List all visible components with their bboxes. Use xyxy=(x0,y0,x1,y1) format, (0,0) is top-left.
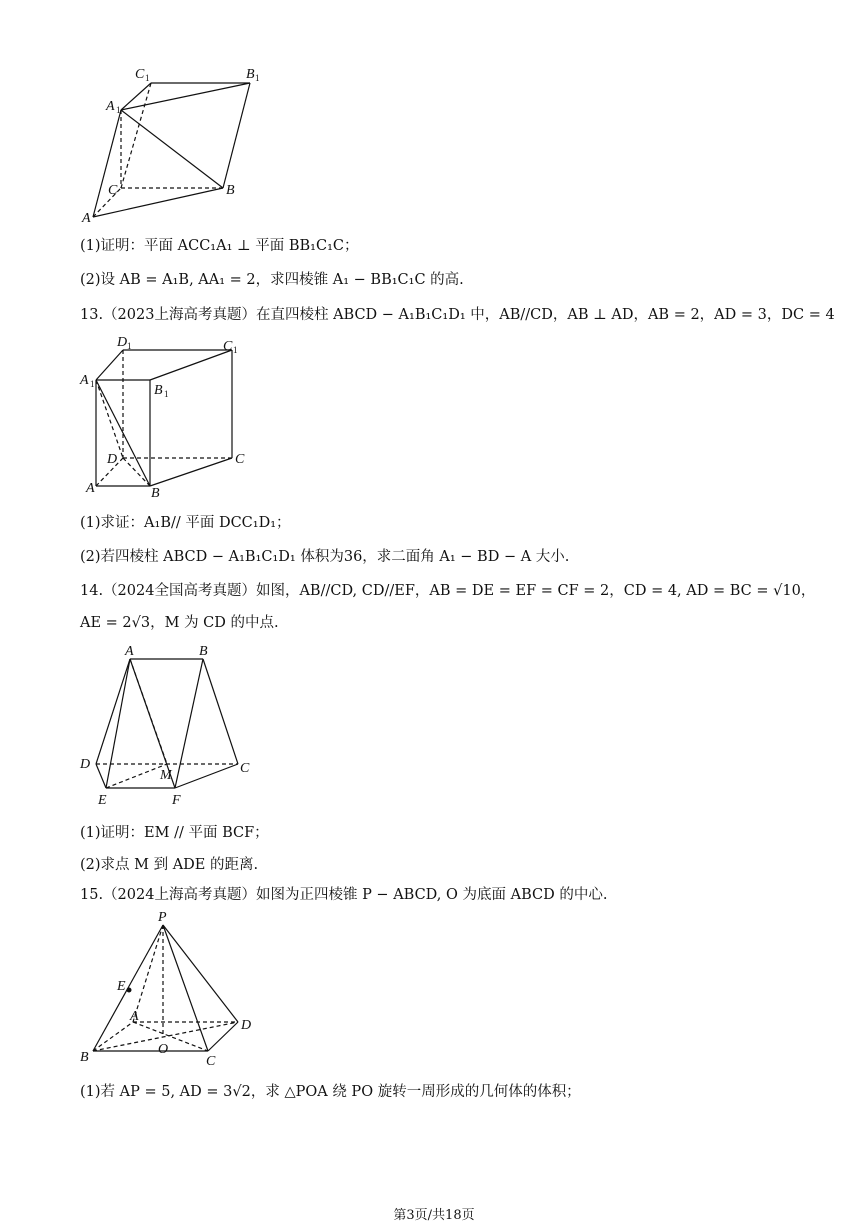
label-B: B xyxy=(151,486,160,501)
text-line-1: (1)证明：平面 ACC₁A₁ ⊥ 平面 BB₁C₁C； xyxy=(80,238,359,254)
sub-D1: 1 xyxy=(127,341,132,351)
label-O: O xyxy=(158,1042,169,1057)
text-line-6: 14.（2024全国高考真题）如图，AB//CD, CD//EF，AB = DE = EF = CF = 2，CD = 4, AD = BC = √10， xyxy=(80,583,816,599)
text-line-9: (2)求点 M 到 ADE 的距离. xyxy=(80,857,259,873)
text-line-8: (1)证明：EM // 平面 BCF； xyxy=(80,825,269,841)
sub-A1: 1 xyxy=(90,379,95,389)
point-E-dot xyxy=(127,988,132,993)
label-C: C xyxy=(235,452,245,467)
figure-pyramid xyxy=(78,908,268,1068)
label-A: A xyxy=(82,211,91,226)
sub-C1: 1 xyxy=(145,73,150,83)
label-B1: B xyxy=(246,67,255,82)
label-A: A xyxy=(86,481,95,496)
label-A: A xyxy=(125,644,134,659)
text-line-7: AE = 2√3，M 为 CD 的中点. xyxy=(80,615,279,631)
label-A1: A xyxy=(106,99,115,114)
label-D: D xyxy=(241,1018,252,1033)
label-C: C xyxy=(206,1054,216,1069)
label-B: B xyxy=(226,183,235,198)
figure-polyhedron xyxy=(78,640,268,810)
label-C1: C xyxy=(223,339,233,354)
figure-right-prism xyxy=(78,330,258,502)
label-F: F xyxy=(172,793,181,808)
figure-prism xyxy=(78,62,278,232)
text-line-5: (2)若四棱柱 ABCD − A₁B₁C₁D₁ 体积为36，求二面角 A₁ − BD − A 大小. xyxy=(80,549,570,565)
page-footer: 第3页/共18页 xyxy=(393,1208,475,1223)
label-B: B xyxy=(199,644,208,659)
label-E: E xyxy=(98,793,107,808)
sub-A1: 1 xyxy=(116,105,121,115)
sub-C1: 1 xyxy=(233,345,238,355)
label-C1: C xyxy=(135,67,145,82)
text-line-2: (2)设 AB = A₁B, AA₁ = 2，求四棱锥 A₁ − BB₁C₁C 的高. xyxy=(80,272,464,288)
label-B: B xyxy=(80,1050,89,1065)
label-E: E xyxy=(117,979,126,994)
label-M: M xyxy=(160,768,172,783)
sub-B1: 1 xyxy=(164,389,169,399)
text-line-11: (1)若 AP = 5, AD = 3√2，求 △POA 绕 PO 旋转一周形成的几何体的体积； xyxy=(80,1084,581,1100)
text-line-4: (1)求证：A₁B// 平面 DCC₁D₁； xyxy=(80,515,291,531)
label-C: C xyxy=(240,761,250,776)
text-line-3: 13.（2023上海高考真题）在直四棱柱 ABCD − A₁B₁C₁D₁ 中，AB//CD，AB ⊥ AD，AB = 2，AD = 3，DC = 4 xyxy=(80,307,835,323)
label-B1: B xyxy=(154,383,163,398)
text-line-10: 15.（2024上海高考真题）如图为正四棱锥 P − ABCD, O 为底面 ABCD 的中心. xyxy=(80,887,608,903)
label-D: D xyxy=(80,757,91,772)
label-D: D xyxy=(107,452,118,467)
label-C: C xyxy=(108,183,118,198)
label-D1: D xyxy=(117,335,128,350)
sub-B1: 1 xyxy=(255,73,260,83)
label-P: P xyxy=(158,910,167,925)
label-A: A xyxy=(130,1009,139,1024)
label-A1: A xyxy=(80,373,89,388)
